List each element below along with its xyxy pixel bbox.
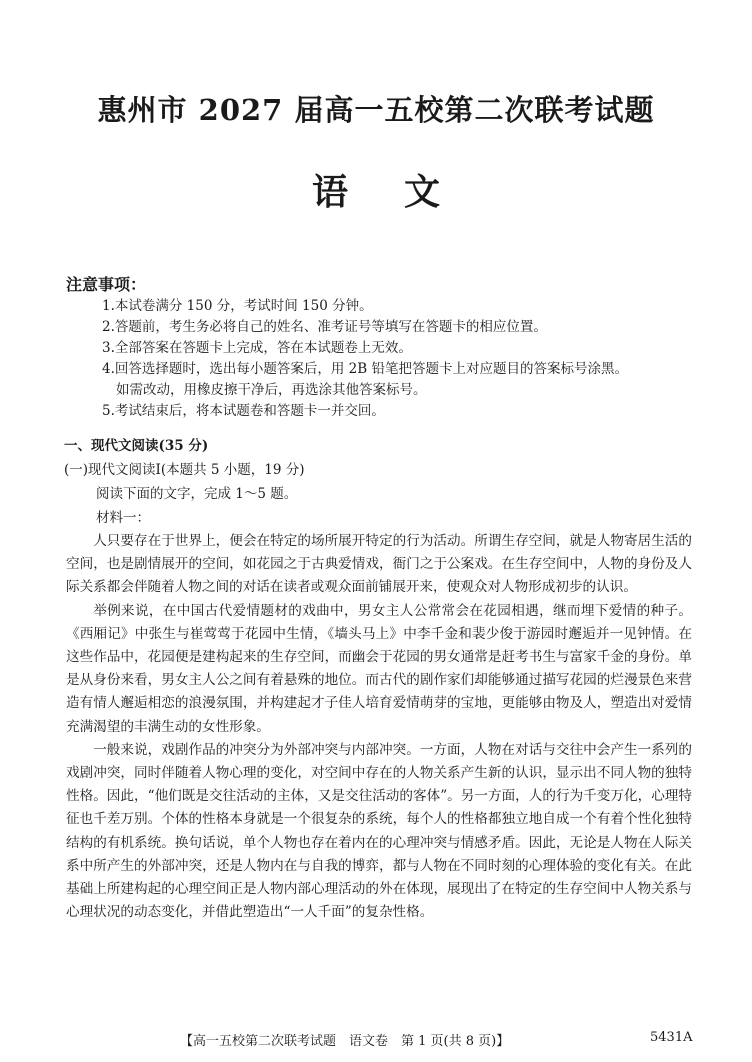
passage-paragraph: 一般来说，戏剧作品的冲突分为外部冲突与内部冲突。一方面，人物在对话与交往中会产生一系列的戏剧冲突，同时伴随着人物心理的变化，对空间中存在的人物关系产生新的认识，显示出不同人物的独特性格。因此，“他们既是交往活动的主体，又是交往活动的客体”。另一方面，人的行为千变万化，心理特征也千差万别。个体的性格本身就是一个很复杂的系统，每个人的性格都独立地自成一个有着个性化独特结构的有机系统。换句话说，单个人物也存在着内在的心理冲突与情感矛盾。因此，无论是人物在人际关系中所产生的外部冲突，还是人物内在与自我的博弈，都与人物在不同时刻的心理体验的变化有关。在此基础上所建构起的心理空间正是人物内部心理活动的外在体现，展现出了在特定的生存空间中人物关系与心理状况的动态变化，并借此塑造出“一人千面”的复杂性格。 — [66, 741, 692, 921]
subsection-heading: (一)现代文阅读Ⅰ(本题共 5 小题，19 分) — [64, 462, 305, 478]
section-heading: 一、现代文阅读(35 分) — [64, 438, 209, 454]
subject-title: 语文 — [311, 171, 496, 213]
notice-item: 3.全部答案在答题卡上完成，答在本试题卷上无效。 — [102, 340, 412, 356]
exam-title: 惠州市 2027 届高一五校第二次联考试题 — [97, 93, 655, 127]
footer-code: 5431A — [650, 1030, 693, 1045]
footer-page-info: 【高一五校第二次联考试题 语文卷 第 1 页(共 8 页)】 — [180, 1034, 510, 1049]
passage-paragraph: 举例来说，在中国古代爱情题材的戏曲中，男女主人公常常会在花园相遇，继而埋下爱情的种子。《西厢记》中张生与崔莺莺于花园中生情，《墙头马上》中李千金和裴少俊于游园时邂逅并一见钟情。在这些作品中，花园便是建构起来的生存空间，而幽会于花园的男女通常是赶考书生与富家千金的身份。单是从身份来看，男女主人公之间有着悬殊的地位。而古代的剧作家们却能够通过描写花园的烂漫景色来营造有情人邂逅相恋的浪漫氛围，并构建起才子佳人培育爱情萌芽的宝地，更能够由物及人，塑造出对爱情充满渴望的丰满生动的女性形象。 — [66, 602, 692, 735]
material-label: 材料一： — [96, 510, 150, 526]
notice-item: 1.本试卷满分 150 分，考试时间 150 分钟。 — [102, 298, 373, 314]
passage-paragraph: 人只要存在于世界上，便会在特定的场所展开特定的行为活动。所谓生存空间，就是人物寄居生活的空间，也是剧情展开的空间，如花园之于古典爱情戏，衙门之于公案戏。在生存空间中，人物的身份及人际关系都会伴随着人物之间的对话在读者或观众面前铺展开来，使观众对人物形成初步的认识。 — [66, 533, 692, 596]
notice-list — [66, 296, 696, 422]
notice-item: 4.回答选择题时，选出每小题答案后，用 2B 铅笔把答题卡上对应题目的答案标号涂黑。 — [102, 361, 628, 377]
notice-item: 2.答题前，考生务必将自己的姓名、准考证号等填写在答题卡的相应位置。 — [102, 319, 547, 335]
notice-item-continuation: 如需改动，用橡皮擦干净后，再选涂其他答案标号。 — [116, 382, 427, 398]
reading-instruction: 阅读下面的文字，完成 1～5 题。 — [96, 486, 298, 502]
notice-heading: 注意事项： — [66, 275, 147, 294]
notice-item: 5.考试结束后，将本试题卷和答题卡一并交回。 — [102, 403, 385, 419]
reading-passage — [66, 530, 692, 924]
